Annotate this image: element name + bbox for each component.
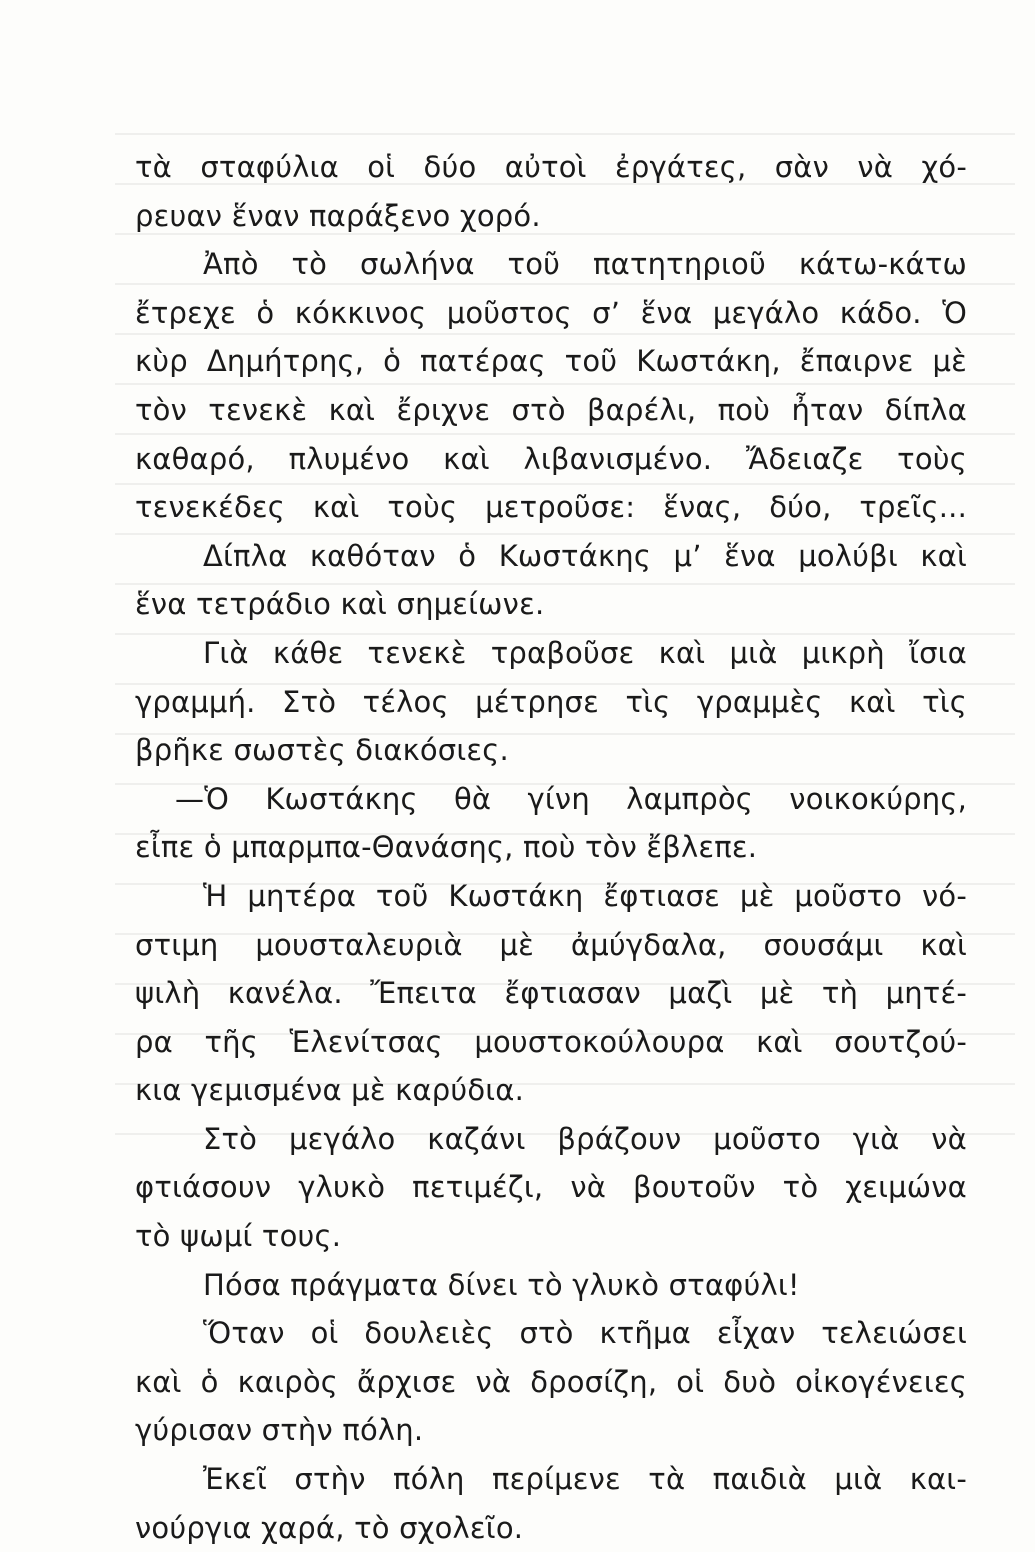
text-line: ρα τῆς Ἑλενίτσας μουστοκούλουρα καὶ σουτζού- xyxy=(135,1024,967,1059)
text-line: βρῆκε σωστὲς διακόσιες. xyxy=(135,733,509,768)
text-line: ἕνα τετράδιο καὶ σημείωνε. xyxy=(135,587,545,622)
text-line: τὰ σταφύλια οἱ δύο αὐτοὶ ἐργάτες, σὰν νὰ χό- xyxy=(135,150,967,184)
text-line: Πόσα πράγματα δίνει τὸ γλυκὸ σταφύλι! xyxy=(203,1267,800,1302)
text-line: καθαρό, πλυμένο καὶ λιβανισμένο. Ἄδειαζε τοὺς xyxy=(135,441,967,476)
text-line: ἔτρεχε ὁ κόκκινος μοῦστος σ’ ἕνα μεγάλο κάδο. Ὁ xyxy=(135,295,967,330)
text-line: γύρισαν στὴν πόλη. xyxy=(135,1413,424,1448)
paragraph xyxy=(135,143,967,240)
text-line: —Ὁ Κωστάκης θὰ γίνη λαμπρὸς νοικοκύρης, xyxy=(175,781,967,816)
text-line: Γιὰ κάθε τενεκὲ τραβοῦσε καὶ μιὰ μικρὴ ἴσια xyxy=(203,635,967,670)
text-line: κὺρ Δημήτρης, ὁ πατέρας τοῦ Κωστάκη, ἔπαιρνε μὲ xyxy=(135,344,967,379)
paragraph xyxy=(135,240,967,532)
text-line: εἶπε ὁ μπαρμπα-Θανάσης, ποὺ τὸν ἔβλεπε. xyxy=(135,830,758,865)
text-line: Δίπλα καθόταν ὁ Κωστάκης μ’ ἕνα μολύβι καὶ xyxy=(203,538,967,573)
text-line: κια γεμισμένα μὲ καρύδια. xyxy=(135,1073,525,1108)
text-line: Ὅταν οἱ δουλειὲς στὸ κτῆμα εἶχαν τελειώσει xyxy=(203,1316,967,1351)
body-text xyxy=(135,143,967,1552)
paragraph xyxy=(135,1261,967,1310)
text-line: στιμη μουσταλευριὰ μὲ ἀμύγδαλα, σουσάμι καὶ xyxy=(135,927,967,962)
paragraph xyxy=(135,775,967,872)
text-line: τὸ ψωμί τους. xyxy=(135,1219,342,1254)
text-line: ρευαν ἕναν παράξενο χορό. xyxy=(135,198,541,233)
paragraph xyxy=(135,1115,967,1261)
text-line: καὶ ὁ καιρὸς ἄρχισε νὰ δροσίζη, οἱ δυὸ οἰκογένειες xyxy=(135,1364,967,1399)
paragraph xyxy=(135,872,967,1115)
text-line: Στὸ μεγάλο καζάνι βράζουν μοῦστο γιὰ νὰ xyxy=(203,1121,967,1156)
text-line: Ἐκεῖ στὴν πόλη περίμενε τὰ παιδιὰ μιὰ και- xyxy=(203,1462,967,1497)
paragraph xyxy=(135,1455,967,1552)
text-line: τενεκέδες καὶ τοὺς μετροῦσε: ἕνας, δύο, τρεῖς... xyxy=(135,490,967,525)
text-line: τὸν τενεκὲ καὶ ἔριχνε στὸ βαρέλι, ποὺ ἦταν δίπλα xyxy=(135,392,967,427)
paragraph xyxy=(135,629,967,775)
paragraph xyxy=(135,532,967,629)
paragraph xyxy=(135,1309,967,1455)
text-line: Ἀπὸ τὸ σωλήνα τοῦ πατητηριοῦ κάτω-κάτω xyxy=(203,247,967,282)
text-line: φτιάσουν γλυκὸ πετιμέζι, νὰ βουτοῦν τὸ χειμώνα xyxy=(135,1170,967,1205)
text-line: νούργια χαρά, τὸ σχολεῖο. xyxy=(135,1510,524,1545)
text-line: Ἡ μητέρα τοῦ Κωστάκη ἔφτιασε μὲ μοῦστο νό- xyxy=(203,878,967,913)
text-line: ψιλὴ κανέλα. Ἔπειτα ἔφτιασαν μαζὶ μὲ τὴ μητέ- xyxy=(135,976,967,1011)
text-line: γραμμή. Στὸ τέλος μέτρησε τὶς γραμμὲς καὶ τὶς xyxy=(135,684,967,719)
